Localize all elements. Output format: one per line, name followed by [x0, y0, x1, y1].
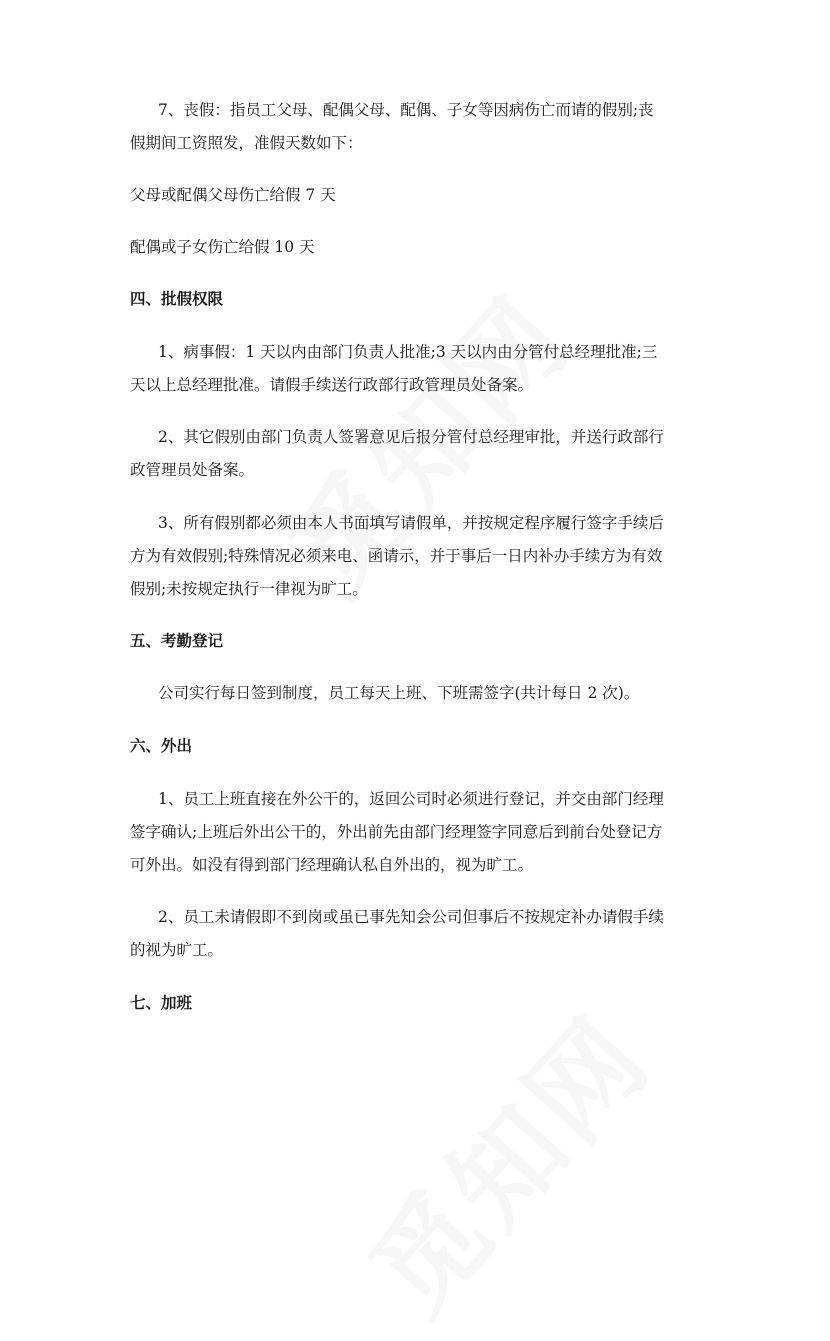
paragraph-line: 假别;未按规定执行一律视为旷工。	[130, 580, 368, 598]
paragraph-line: 父母或配偶父母伤亡给假 7 天	[130, 186, 336, 204]
paragraph-line: 1、员工上班直接在外公干的，返回公司时必须进行登记，并交由部门经理	[158, 790, 664, 808]
paragraph-line: 公司实行每日签到制度，员工每天上班、下班需签字(共计每日 2 次)。	[158, 684, 640, 702]
paragraph-line: 配偶或子女伤亡给假 10 天	[130, 238, 315, 256]
paragraph-line: 签字确认;上班后外出公干的，外出前先由部门经理签字同意后到前台处登记方	[130, 823, 663, 841]
paragraph-line: 假期间工资照发，准假天数如下：	[130, 134, 363, 152]
section-heading: 四、批假权限	[130, 290, 224, 308]
paragraph-line: 政管理员处备案。	[130, 461, 255, 479]
paragraph-line: 3、所有假别都必须由本人书面填写请假单，并按规定程序履行签字手续后	[158, 514, 664, 532]
paragraph-line: 可外出。如没有得到部门经理确认私自外出的，视为旷工。	[130, 856, 534, 874]
paragraph-line: 2、其它假别由部门负责人签署意见后报分管付总经理审批，并送行政部行	[158, 428, 664, 446]
paragraph-line: 2、员工未请假即不到岗或虽已事先知会公司但事后不按规定补办请假手续	[158, 908, 664, 926]
section-heading: 七、加班	[130, 994, 193, 1012]
paragraph-line: 7、丧假：指员工父母、配偶父母、配偶、子女等因病伤亡而请的假别;丧	[158, 101, 654, 119]
paragraph-line: 的视为旷工。	[130, 941, 224, 959]
section-heading: 五、考勤登记	[130, 632, 224, 650]
watermark	[329, 977, 679, 1341]
section-heading: 六、外出	[130, 737, 193, 755]
paragraph-line: 方为有效假别;特殊情况必须来电、函请示，并于事后一日内补办手续方为有效	[130, 547, 663, 565]
paragraph-line: 天以上总经理批准。请假手续送行政部行政管理员处备案。	[130, 376, 534, 394]
paragraph-line: 1、病事假：1 天以内由部门负责人批准;3 天以内由分管付总经理批准;三	[158, 343, 658, 361]
